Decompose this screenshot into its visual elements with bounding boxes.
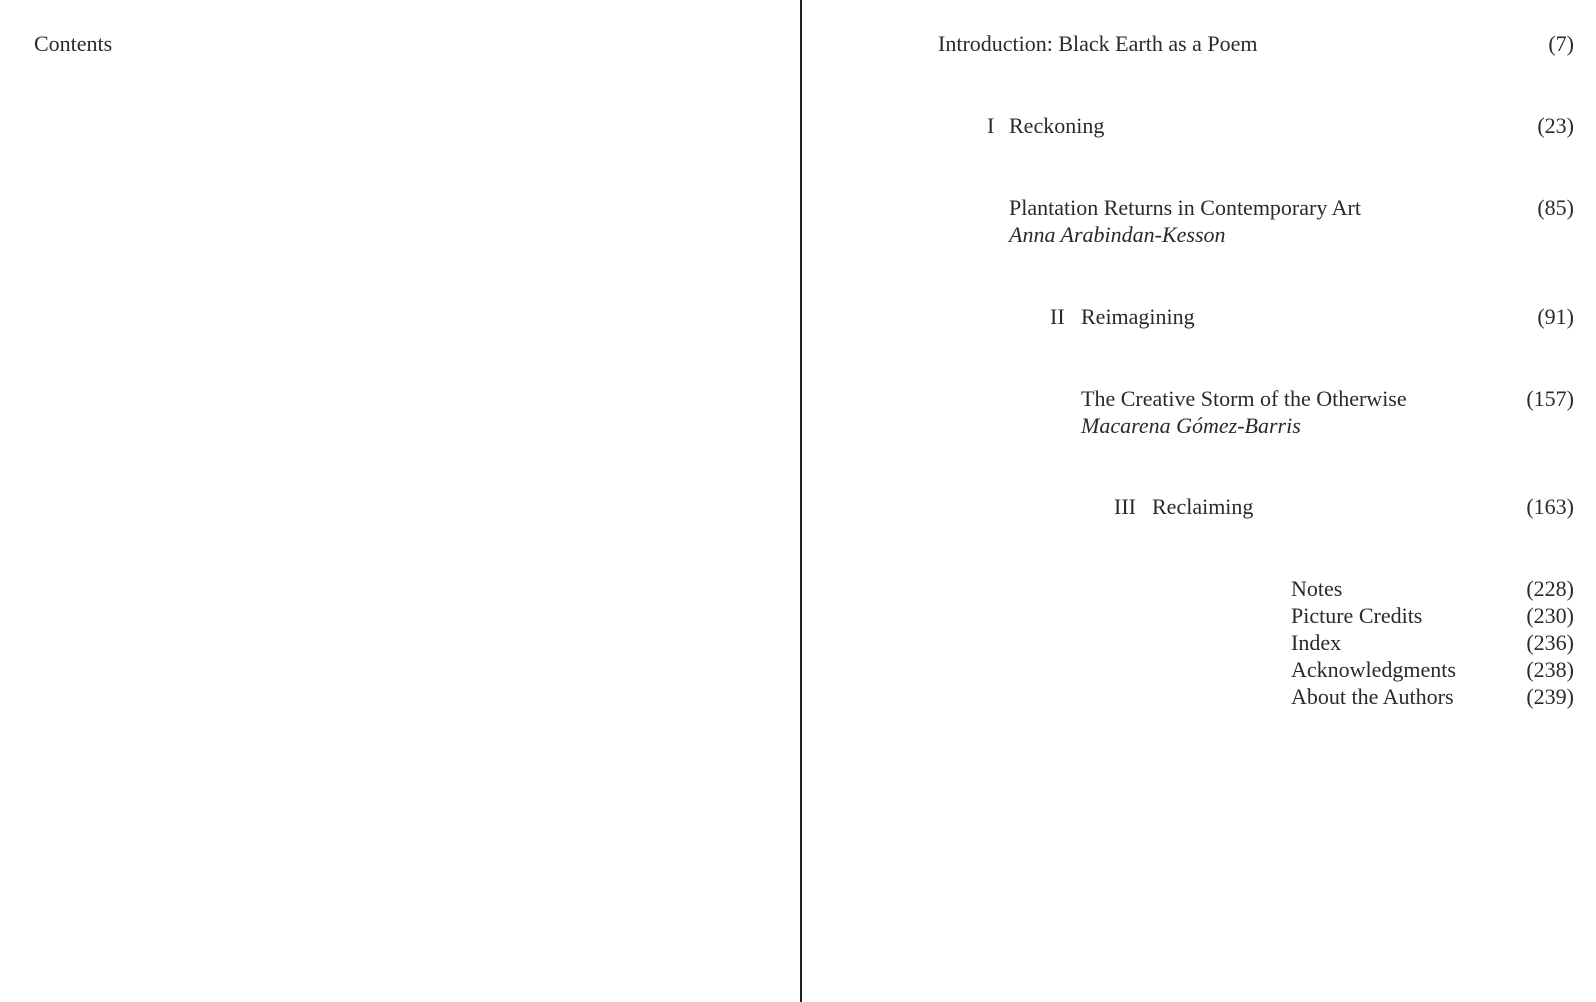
back-matter-title: Index [1291,630,1342,655]
entry-title: Introduction: Black Earth as a Poem [938,31,1258,56]
part-page-number: (91) [1537,304,1574,329]
essay-title: The Creative Storm of the Otherwise [1081,386,1407,411]
back-matter-page-number: (228) [1526,576,1574,601]
part-numeral: III [1114,494,1136,519]
back-matter-title: Picture Credits [1291,603,1423,628]
essay-page-number: (157) [1526,386,1574,411]
part-page-number: (23) [1537,113,1574,138]
contents-heading: Contents [34,31,113,56]
back-matter-page-number: (230) [1526,603,1574,628]
part-title: Reimagining [1081,304,1195,329]
part-numeral: II [1050,304,1065,329]
right-page [802,0,1596,1002]
part-title: Reckoning [1009,113,1105,138]
back-matter-page-number: (238) [1526,657,1574,682]
essay-author: Anna Arabindan-Kesson [1009,222,1226,247]
back-matter-page-number: (236) [1526,630,1574,655]
back-matter-title: Acknowledgments [1291,657,1456,682]
part-numeral: I [987,113,995,138]
essay-title: Plantation Returns in Contemporary Art [1009,195,1361,220]
entry-page-number: (7) [1548,31,1574,56]
back-matter-title: About the Authors [1291,684,1454,709]
back-matter-page-number: (239) [1526,684,1574,709]
part-page-number: (163) [1526,494,1574,519]
part-title: Reclaiming [1152,494,1254,519]
back-matter-title: Notes [1291,576,1343,601]
essay-page-number: (85) [1537,195,1574,220]
essay-author: Macarena Gómez-Barris [1081,413,1301,438]
